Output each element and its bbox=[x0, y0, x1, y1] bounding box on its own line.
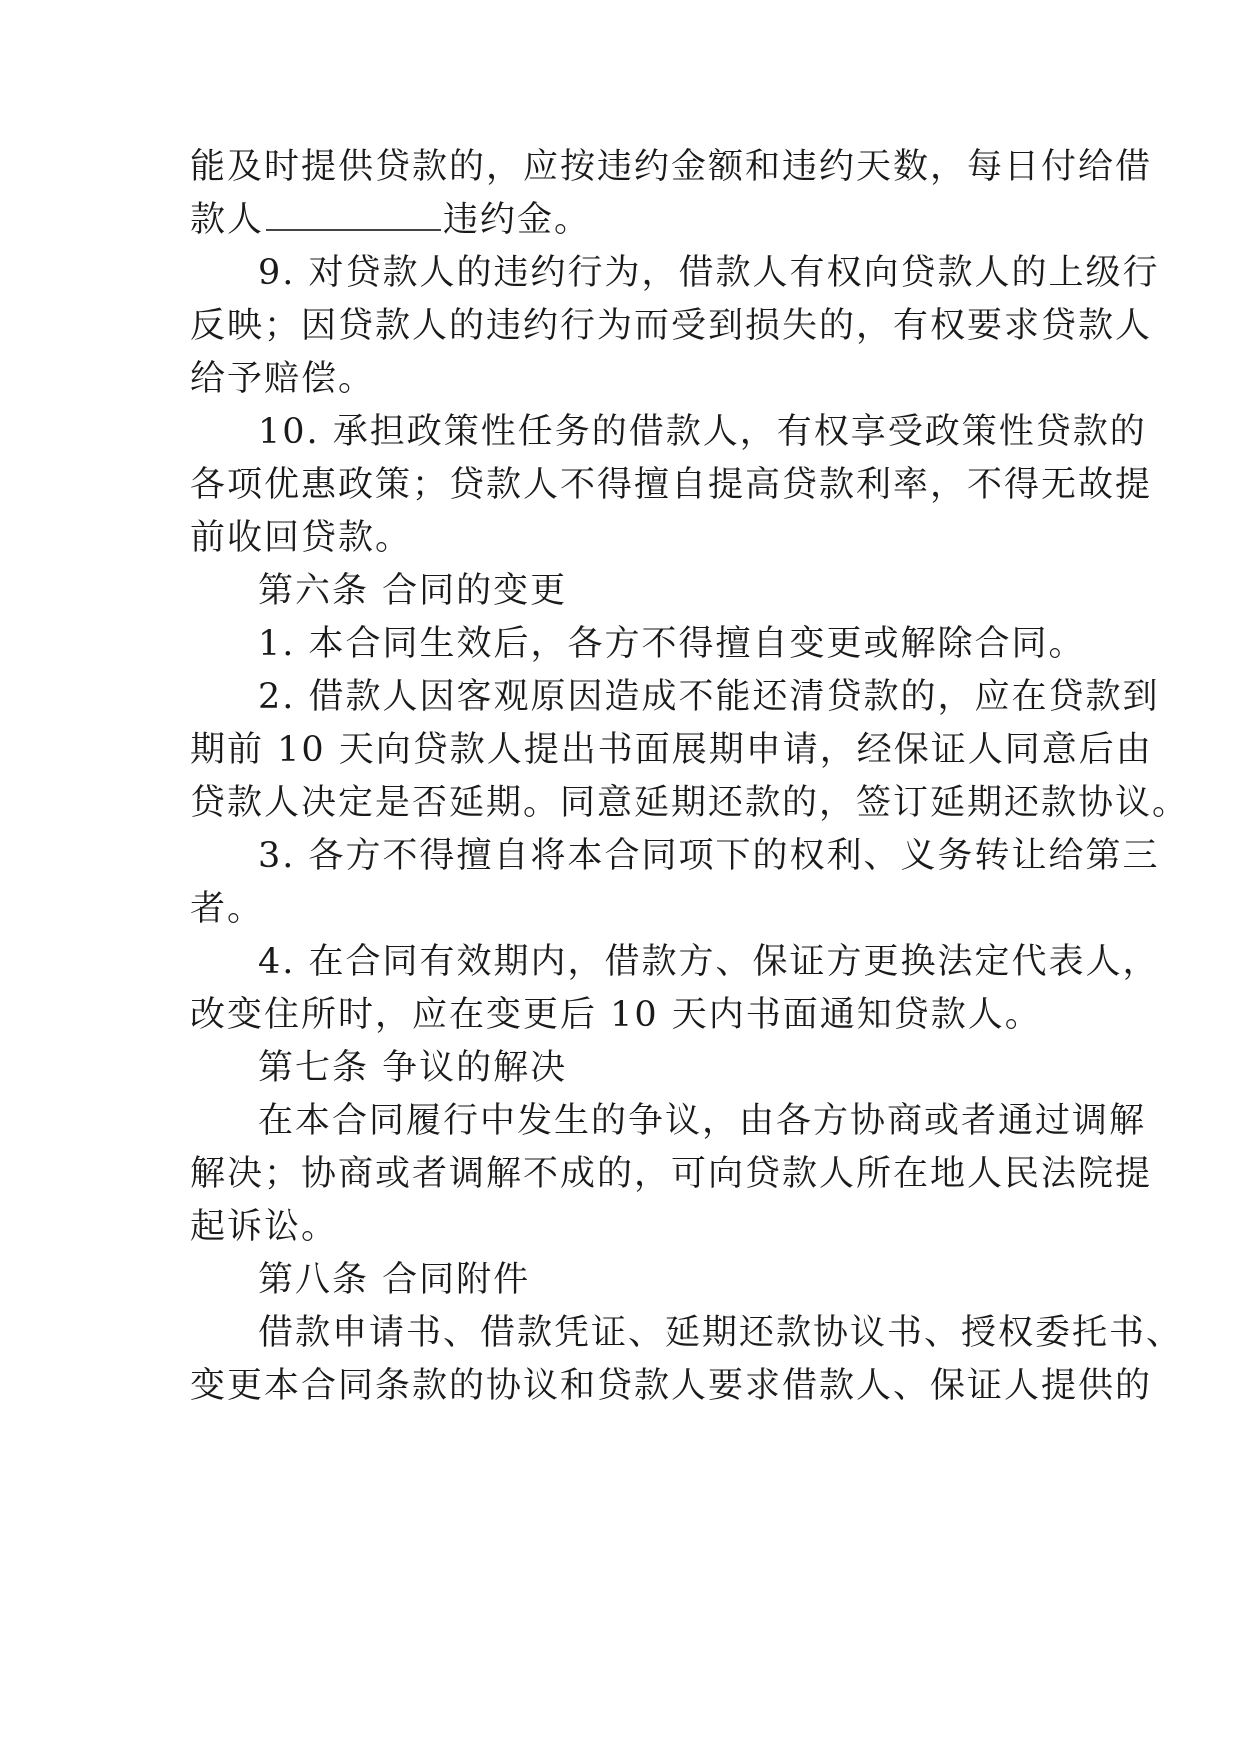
text-line: 2. 借款人因客观原因造成不能还清贷款的，应在贷款到 bbox=[258, 677, 1160, 717]
text-line: 1. 本合同生效后，各方不得擅自变更或解除合同。 bbox=[258, 624, 1086, 664]
text-line-with-blank bbox=[190, 190, 1060, 250]
text-line: 改变住所时，应在变更后 10 天内书面通知贷款人。 bbox=[190, 995, 1042, 1035]
text-segment: 款人 bbox=[190, 200, 265, 240]
fill-in-blank bbox=[266, 199, 441, 231]
text-line: 贷款人决定是否延期。同意延期还款的，签订延期还款协议。 bbox=[190, 783, 1190, 823]
section-heading: 第八条 合同附件 bbox=[258, 1260, 531, 1300]
text-line: 反映；因贷款人的违约行为而受到损失的，有权要求贷款人 bbox=[190, 306, 1153, 346]
text-line: 能及时提供贷款的，应按违约金额和违约天数，每日付给借 bbox=[190, 147, 1153, 187]
text-line: 在本合同履行中发生的争议，由各方协商或者通过调解 bbox=[258, 1101, 1147, 1141]
text-line: 3. 各方不得擅自将本合同项下的权利、义务转让给第三 bbox=[258, 836, 1160, 876]
text-segment: 违约金。 bbox=[443, 200, 592, 240]
text-line: 10. 承担政策性任务的借款人，有权享受政策性贷款的 bbox=[258, 412, 1147, 452]
text-line: 解决；协商或者调解不成的，可向贷款人所在地人民法院提 bbox=[190, 1154, 1153, 1194]
text-line: 给予赔偿。 bbox=[190, 359, 376, 399]
text-line: 9. 对贷款人的违约行为，借款人有权向贷款人的上级行 bbox=[258, 253, 1160, 293]
text-line: 变更本合同条款的协议和贷款人要求借款人、保证人提供的 bbox=[190, 1366, 1153, 1406]
text-line: 4. 在合同有效期内，借款方、保证方更换法定代表人， bbox=[258, 942, 1160, 982]
text-line: 起诉讼。 bbox=[190, 1207, 339, 1247]
section-heading: 第六条 合同的变更 bbox=[258, 571, 568, 611]
text-line: 期前 10 天向贷款人提出书面展期申请，经保证人同意后由 bbox=[190, 730, 1153, 770]
text-line: 者。 bbox=[190, 889, 265, 929]
text-line: 借款申请书、借款凭证、延期还款协议书、授权委托书、 bbox=[258, 1313, 1184, 1353]
text-line: 前收回贷款。 bbox=[190, 518, 413, 558]
text-line: 各项优惠政策；贷款人不得擅自提高贷款利率，不得无故提 bbox=[190, 465, 1153, 505]
section-heading: 第七条 争议的解决 bbox=[258, 1048, 568, 1088]
